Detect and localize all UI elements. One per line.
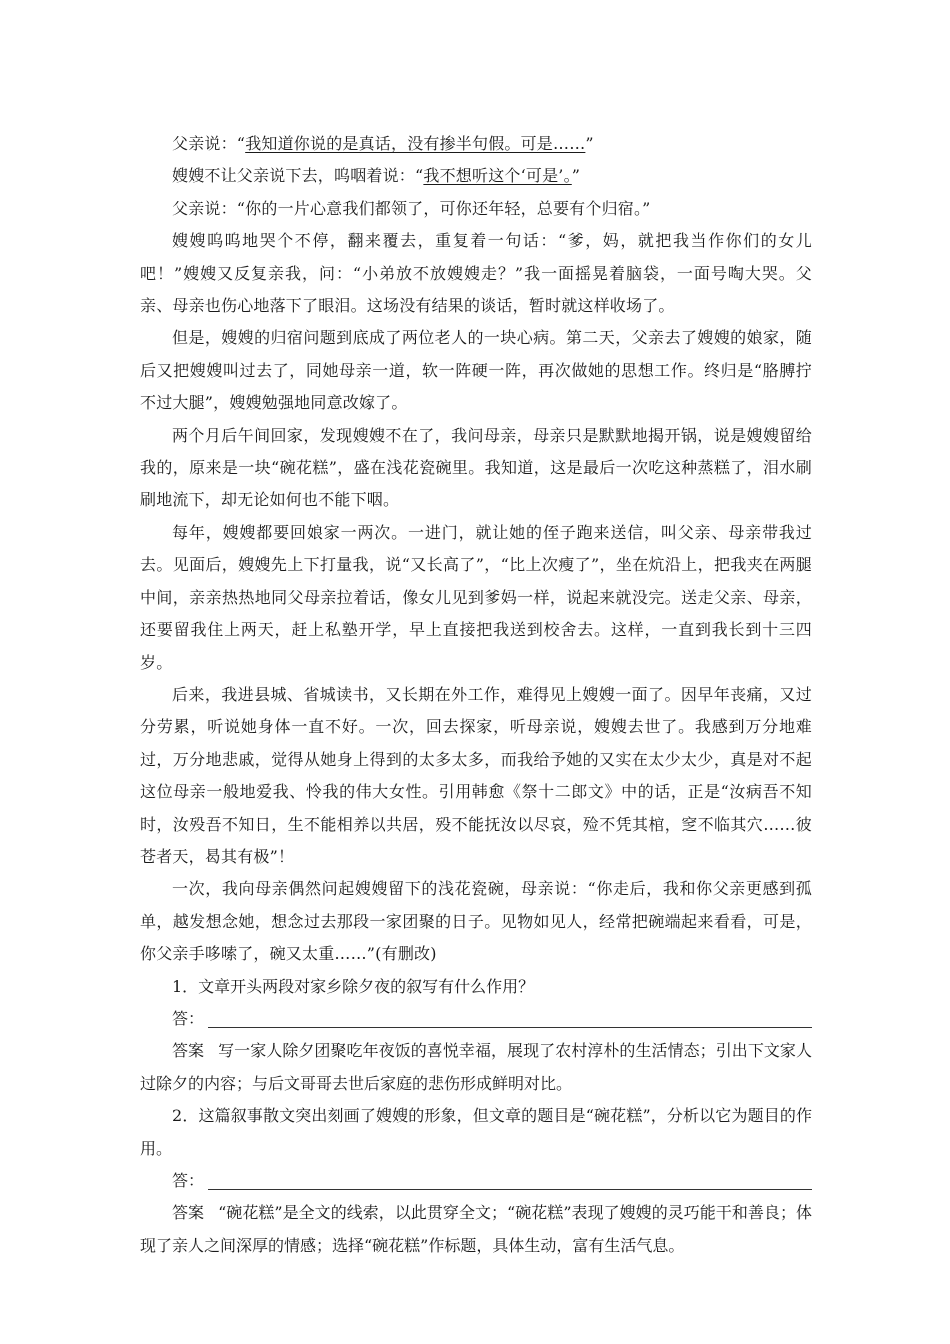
- text-segment: ”: [571, 166, 581, 186]
- paragraph-passing: 后来，我进县城、省城读书，又长期在外工作，难得见上嫂嫂一面了。因早年丧痛，又过分劳累，听说她身体一直不好。一次，回去探家，听母亲说，嫂嫂去世了。我感到万分地难过，万分地悲戚，觉得从她身上得到的太多太多，而我给予她的又实在太少太少，真是对不起这位母亲一般地爱我、怜我的伟大女性。引用韩愈《祭十二郎文》中的话，正是“汝病吾不知时，汝殁吾不知日，生不能相养以共居，殁不能抚汝以尽哀，殓不凭其棺，窆不临其穴……彼苍者天，曷其有极”！: [140, 684, 812, 866]
- answer-text: 写一家人除夕团聚吃年夜饭的喜悦幸福，展现了农村淳朴的生活情态；引出下文家人过除夕的内容；与后文哥哥去世后家庭的悲伤形成鲜明对比。: [140, 1041, 812, 1093]
- text-segment: ”: [585, 134, 594, 153]
- answer-blank[interactable]: [208, 1167, 812, 1190]
- question-1-prompt: 1．文章开头两段对家乡除夕夜的叙写有什么作用？: [172, 976, 535, 996]
- underlined-sentence: 我知道你说的是真话，没有掺半句假。可是……: [245, 134, 586, 153]
- paragraph-crying: 嫂嫂呜呜地哭个不停，翻来覆去，重复着一句话：“爹，妈，就把我当作你们的女儿吧！”嫂嫂又反复亲我，问：“小弟放不放嫂嫂走？”我一面摇晃着脑袋，一面号啕大哭。父亲、母亲也伤心地落下了眼泪。这场没有结果的谈话，暂时就这样收场了。: [140, 231, 812, 316]
- underlined-sentence: 我不想听这个‘可是’。: [423, 166, 572, 186]
- answer-tag: 答案: [172, 1041, 205, 1061]
- answer-tag: 答案: [172, 1203, 205, 1223]
- question-1-answer: [140, 1035, 812, 1100]
- paragraph-sister-in-law-speech: [140, 160, 812, 192]
- answer-label: 答：: [172, 1171, 205, 1190]
- text-segment: 父亲说：“: [172, 134, 246, 153]
- paragraph-yearly-visits: 每年，嫂嫂都要回娘家一两次。一进门，就让她的侄子跑来送信，叫父亲、母亲带我过去。见面后，嫂嫂先上下打量我，说“又长高了”，“比上次瘦了”，坐在炕沿上，把我夹在两腿中间，亲亲热热地同父母亲拉着话，像女儿见到爹妈一样，说起来就没完。送走父亲、母亲，还要留我住上两天，赶上私塾开学，早上直接把我送到校舍去。这样，一直到我长到十三四岁。: [140, 522, 812, 672]
- answer-label: 答：: [172, 1008, 205, 1028]
- question-2-prompt: 2．这篇叙事散文突出刻画了嫂嫂的形象，但文章的题目是“碗花糕”，分析以它为题目的作用。: [140, 1106, 812, 1158]
- paragraph-bowl-cake: 两个月后午间回家，发现嫂嫂不在了，我问母亲，母亲只是默默地揭开锅，说是嫂嫂留给我的，原来是一块“碗花糕”，盛在浅花瓷碗里。我知道，这是最后一次吃这种蒸糕了，泪水刷刷地流下，却无论如何也不能下咽。: [140, 425, 812, 510]
- paragraph-father-speech-1: [140, 128, 812, 160]
- question-2-answer-line: [140, 1165, 812, 1197]
- paragraph-remarriage: 但是，嫂嫂的归宿问题到底成了两位老人的一块心病。第二天，父亲去了嫂嫂的娘家，随后又把嫂嫂叫过去了，同她母亲一道，软一阵硬一阵，再次做她的思想工作。终归是“胳膊拧不过大腿”，嫂嫂勉强地同意改嫁了。: [140, 328, 812, 413]
- question-2-answer: [140, 1197, 812, 1262]
- answer-text: “碗花糕”是全文的线索，以此贯穿全文；“碗花糕”表现了嫂嫂的灵巧能干和善良；体现了亲人之间深厚的情感；选择“碗花糕”作标题，具体生动，富有生活气息。: [140, 1203, 812, 1255]
- paragraph-porcelain-bowl: 一次，我向母亲偶然问起嫂嫂留下的浅花瓷碗，母亲说：“你走后，我和你父亲更感到孤单，越发想念她，想念过去那段一家团聚的日子。见物如见人，经常把碗端起来看看，可是，你父亲手哆嗦了，碗又太重……”(有删改): [140, 879, 812, 964]
- paragraph-father-speech-2: 父亲说：“你的一片心意我们都领了，可你还年轻，总要有个归宿。”: [172, 198, 651, 218]
- answer-blank[interactable]: [208, 1005, 812, 1028]
- text-segment: 嫂嫂不让父亲说下去，呜咽着说：“: [172, 166, 424, 186]
- document-page: [140, 128, 812, 1262]
- question-1-answer-line: [140, 1003, 812, 1035]
